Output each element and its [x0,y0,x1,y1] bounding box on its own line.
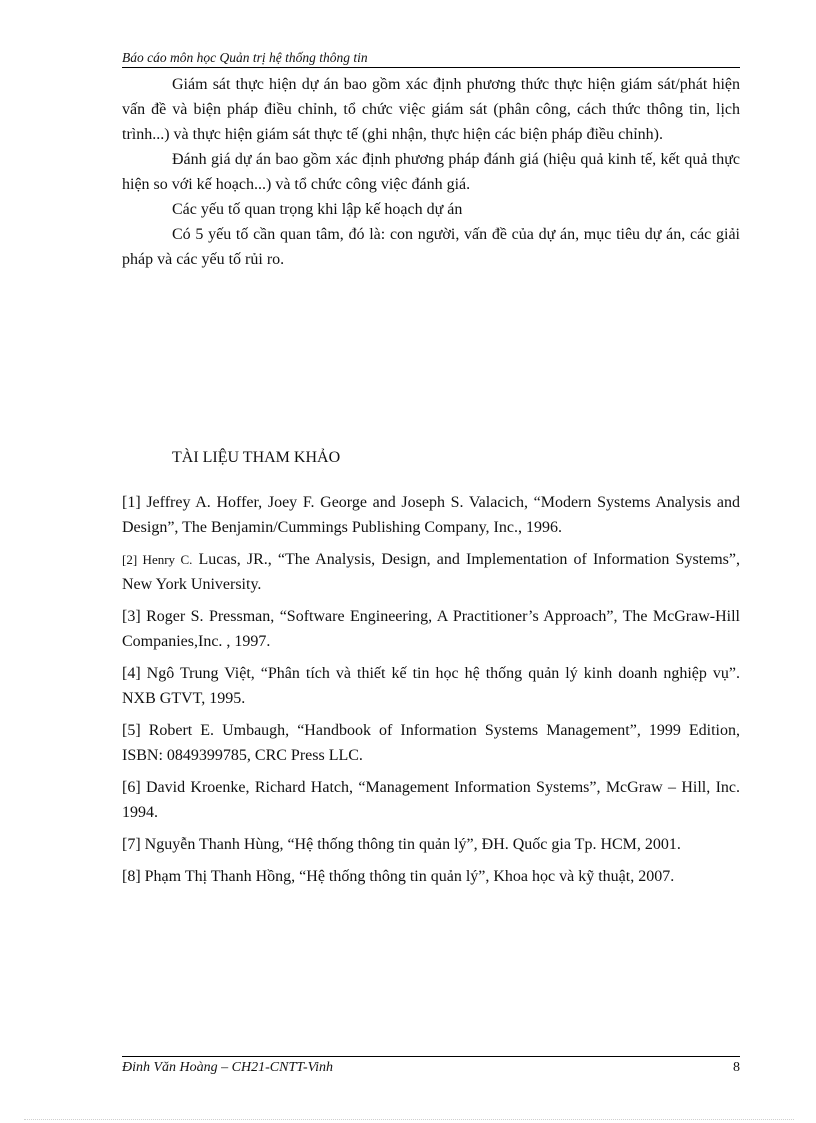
reference-text: Lucas, JR., “The Analysis, Design, and Implementation of Information Systems”, New York University. [122,551,740,593]
reference-item: [3] Roger S. Pressman, “Software Engineering, A Practitioner’s Approach”, The McGraw-Hill Companies,Inc. , 1997. [122,608,740,650]
paragraph-evaluation: Đánh giá dự án bao gồm xác định phương pháp đánh giá (hiệu quả kinh tế, kết quả thực hiện so với kế hoạch...) và tổ chức công việc đánh giá. [122,151,740,193]
reference-item: [1] Jeffrey A. Hoffer, Joey F. George and Joseph S. Valacich, “Modern Systems Analysis and Design”, The Benjamin/Cummings Publishing Company, Inc., 1996. [122,494,740,536]
page-header [122,50,740,68]
references-list [122,490,740,896]
reference-item: [5] Robert E. Umbaugh, “Handbook of Information Systems Management”, 1999 Edition, ISBN: 0849399785, CRC Press LLC. [122,722,740,764]
reference-item: [8] Phạm Thị Thanh Hồng, “Hệ thống thông tin quản lý”, Khoa học và kỹ thuật, 2007. [122,868,675,885]
paragraph-monitoring: Giám sát thực hiện dự án bao gồm xác định phương thức thực hiện giám sát/phát hiện vấn đề và biện pháp điều chỉnh, tổ chức việc giám sát (phân công, cách thức thông tin, lịch trình...) và thực hiện giám sát thực tế (ghi nhận, thực hiện các biện pháp điều chỉnh). [122,76,740,143]
body-text [122,72,740,272]
reference-item: [4] Ngô Trung Việt, “Phân tích và thiết kế tin học hệ thống quản lý kinh doanh nghiệp vụ”. NXB GTVT, 1995. [122,665,740,707]
paragraph-five-factors: Có 5 yếu tố cần quan tâm, đó là: con người, vấn đề của dự án, mục tiêu dự án, các giải pháp và các yếu tố rủi ro. [122,226,740,268]
paragraph-key-factors-title: Các yếu tố quan trọng khi lập kế hoạch dự án [172,201,463,218]
page-footer [122,1059,740,1076]
footer-divider [122,1056,740,1057]
page-number: 8 [733,1060,740,1075]
reference-item: [6] David Kroenke, Richard Hatch, “Management Information Systems”, McGraw – Hill, Inc. 1994. [122,779,740,821]
reference-prefix: [2] Henry C. [122,552,193,567]
references-heading: TÀI LIỆU THAM KHẢO [172,449,341,466]
reference-item: [7] Nguyễn Thanh Hùng, “Hệ thống thông tin quản lý”, ĐH. Quốc gia Tp. HCM, 2001. [122,836,681,853]
reference-item [122,547,740,597]
header-title: Báo cáo môn học Quản trị hệ thống thông tin [122,50,368,65]
page-edge-divider [24,1119,794,1120]
footer-author: Đinh Văn Hoàng – CH21-CNTT-Vinh [122,1060,334,1075]
